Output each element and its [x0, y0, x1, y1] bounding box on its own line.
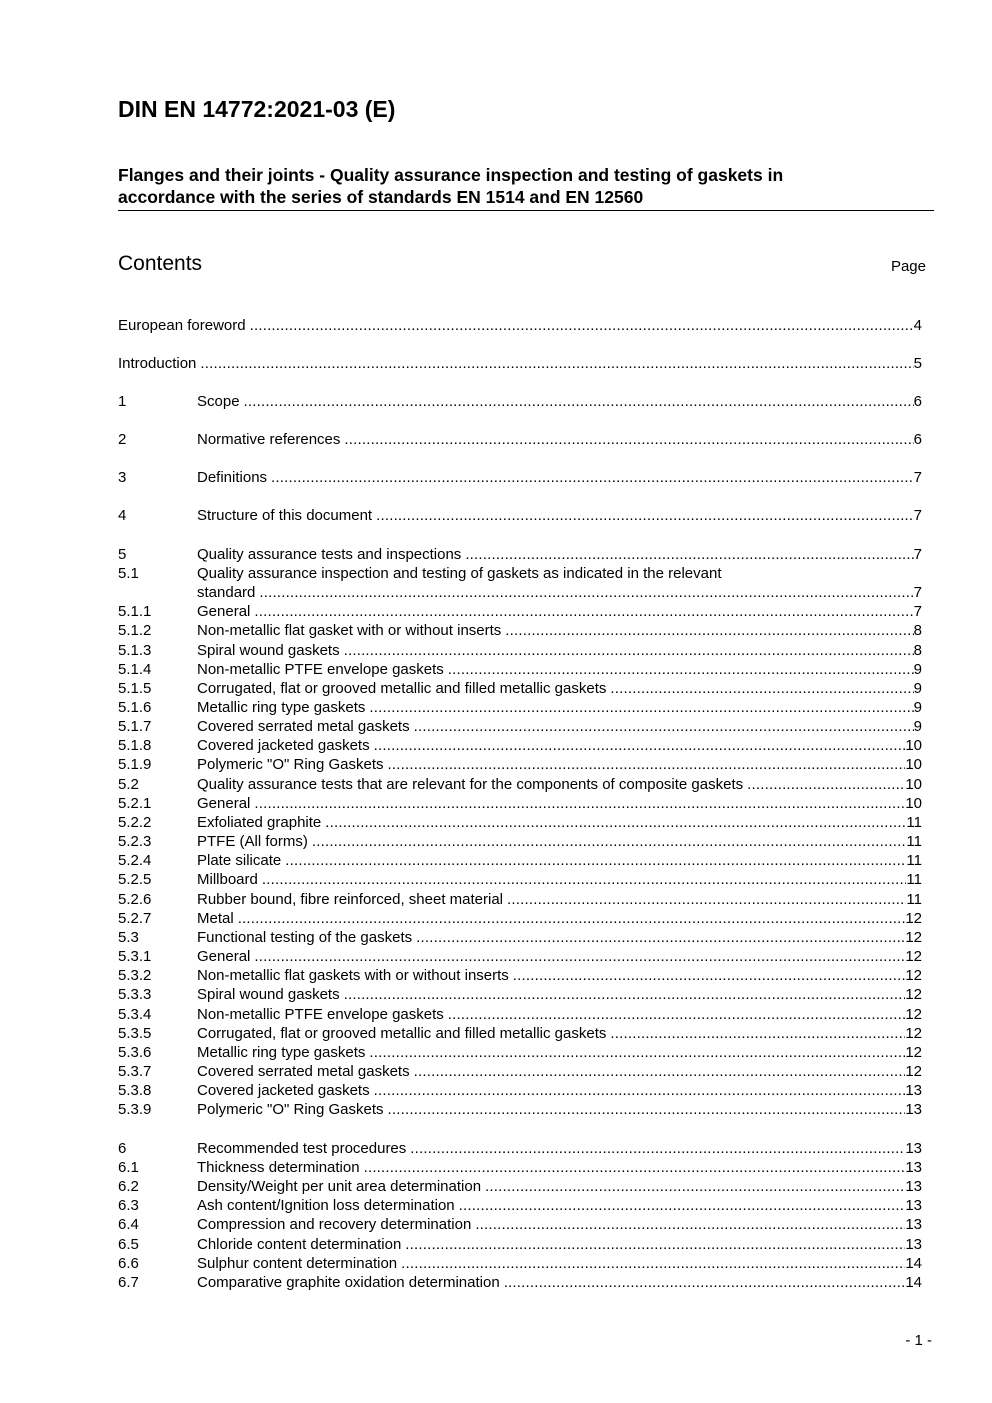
toc-entry-number: 6.3 — [118, 1197, 139, 1214]
toc-entry-number: 5.1.8 — [118, 737, 152, 754]
toc-dot-leader — [414, 1062, 906, 1081]
toc-entry-title: Thickness determination — [197, 1159, 360, 1176]
toc-dot-leader — [448, 1005, 906, 1024]
contents-heading: Contents — [118, 252, 203, 275]
toc-entry-title: Non-metallic flat gasket with or without inserts — [197, 622, 502, 639]
toc-entry-page: 12 — [905, 1063, 922, 1080]
toc-entry-title: Definitions — [197, 469, 268, 486]
toc-entry[interactable] — [118, 1235, 922, 1254]
toc-entry-page: 12 — [905, 948, 922, 965]
toc-entry[interactable] — [118, 813, 922, 832]
toc-dot-leader — [344, 641, 914, 660]
toc-entry-number: 5.2.7 — [118, 910, 152, 927]
page-number: - 1 - — [905, 1332, 932, 1349]
toc-entry-page: 12 — [905, 1025, 922, 1042]
toc-entry-title: Rubber bound, fibre reinforced, sheet material — [197, 891, 504, 908]
toc-entry-number: 5.1.7 — [118, 718, 152, 735]
toc-entry-title: Covered jacketed gaskets — [197, 1082, 370, 1099]
toc-dot-leader — [374, 736, 906, 755]
toc-dot-leader — [262, 870, 907, 889]
toc-dot-leader — [376, 506, 914, 525]
toc-dot-leader — [254, 794, 905, 813]
toc-dot-leader — [250, 316, 914, 335]
toc-entry-number: 5 — [118, 546, 127, 563]
toc-entry[interactable] — [118, 1139, 922, 1158]
toc-entry[interactable] — [118, 928, 922, 947]
toc-entry-page: 10 — [905, 756, 922, 773]
toc-entry-page: 12 — [905, 929, 922, 946]
toc-entry-number: 3 — [118, 469, 127, 486]
toc-entry[interactable] — [118, 392, 922, 411]
toc-dot-leader — [504, 1273, 906, 1292]
toc-entry-number: 5.3.4 — [118, 1006, 152, 1023]
toc-entry[interactable] — [118, 430, 922, 449]
toc-entry[interactable] — [118, 1177, 922, 1196]
toc-entry[interactable] — [118, 1273, 922, 1292]
toc-entry-title: Quality assurance inspection and testing of gaskets as indicated in the relevant — [197, 565, 722, 582]
toc-entry-title: Density/Weight per unit area determination — [197, 1178, 482, 1195]
toc-entry-number: 2 — [118, 431, 127, 448]
toc-dot-leader — [485, 1177, 905, 1196]
toc-entry[interactable] — [118, 660, 922, 679]
toc-entry-title: Corrugated, flat or grooved metallic and filled metallic gaskets — [197, 1025, 607, 1042]
toc-entry-title: Introduction — [118, 355, 197, 372]
toc-entry[interactable] — [118, 909, 922, 928]
toc-dot-leader — [505, 621, 913, 640]
toc-entry-title: General — [197, 603, 251, 620]
toc-dot-leader — [475, 1215, 905, 1234]
toc-entry-title: Recommended test procedures — [197, 1140, 407, 1157]
toc-entry-title: PTFE (All forms) — [197, 833, 308, 850]
toc-entry-number: 5.2.3 — [118, 833, 152, 850]
toc-entry-title: Quality assurance tests and inspections — [197, 546, 462, 563]
toc-entry[interactable] — [118, 1062, 922, 1081]
toc-dot-leader — [312, 832, 907, 851]
toc-entry-page: 14 — [905, 1255, 922, 1272]
toc-entry-number: 6.7 — [118, 1274, 139, 1291]
toc-entry-title: Functional testing of the gaskets — [197, 929, 413, 946]
toc-entry-number: 5.3.5 — [118, 1025, 152, 1042]
toc-entry-title: European foreword — [118, 317, 246, 334]
toc-dot-leader — [610, 1024, 905, 1043]
toc-entry-page: 12 — [905, 986, 922, 1003]
toc-entry-number: 5.1.6 — [118, 699, 152, 716]
toc-entry-page: 8 — [913, 622, 922, 639]
toc-dot-leader — [374, 1081, 906, 1100]
toc-entry-page: 5 — [913, 355, 922, 372]
toc-entry-page: 13 — [905, 1197, 922, 1214]
toc-entry-page: 11 — [906, 871, 922, 888]
toc-entry-number: 5.1.9 — [118, 756, 152, 773]
toc-entry[interactable] — [118, 1043, 922, 1062]
toc-dot-leader — [465, 545, 913, 564]
toc-entry-number: 4 — [118, 507, 127, 524]
toc-entry-number: 5.3.9 — [118, 1101, 152, 1118]
toc-entry[interactable] — [118, 832, 922, 851]
toc-dot-leader — [254, 602, 913, 621]
toc-entry[interactable] — [118, 755, 922, 774]
toc-entry[interactable] — [118, 1196, 922, 1215]
toc-entry-title: Comparative graphite oxidation determination — [197, 1274, 500, 1291]
toc-entry-number: 6.1 — [118, 1159, 139, 1176]
toc-entry[interactable] — [118, 985, 922, 1004]
toc-entry-title: Non-metallic flat gaskets with or without inserts — [197, 967, 509, 984]
toc-entry-number: 1 — [118, 393, 127, 410]
toc-entry-title: Polymeric "O" Ring Gaskets — [197, 756, 384, 773]
title-line-2: accordance with the series of standards EN 1514 and EN 12560 — [118, 187, 644, 207]
toc-dot-leader — [401, 1254, 905, 1273]
toc-entry[interactable] — [118, 1024, 922, 1043]
toc-entry-page: 7 — [913, 469, 922, 486]
toc-entry-number: 6.6 — [118, 1255, 139, 1272]
toc-entry-title: Structure of this document — [197, 507, 373, 524]
toc-entry-title: Exfoliated graphite — [197, 814, 322, 831]
toc-dot-leader — [388, 755, 906, 774]
toc-entry-number: 5.1.3 — [118, 642, 152, 659]
toc-entry-page: 9 — [913, 699, 922, 716]
toc-entry-number: 5.3.1 — [118, 948, 152, 965]
toc-dot-leader — [259, 583, 913, 602]
toc-dot-leader — [747, 775, 905, 794]
toc-entry-title: Covered serrated metal gaskets — [197, 1063, 410, 1080]
toc-entry[interactable] — [118, 679, 922, 698]
toc-entry-title: Metallic ring type gaskets — [197, 1044, 366, 1061]
toc-entry-number: 5.1.1 — [118, 603, 152, 620]
toc-dot-leader — [459, 1196, 906, 1215]
toc-entry-page: 11 — [906, 814, 922, 831]
toc-entry-title: Plate silicate — [197, 852, 282, 869]
toc-entry[interactable] — [118, 717, 922, 736]
toc-entry[interactable] — [118, 1158, 922, 1177]
toc-entry-number: 6.5 — [118, 1236, 139, 1253]
toc-entry-number: 5.1 — [118, 565, 139, 582]
toc-entry-page: 13 — [905, 1159, 922, 1176]
toc-entry-page: 10 — [905, 737, 922, 754]
toc-entry-page: 11 — [906, 833, 922, 850]
toc-dot-leader — [414, 717, 914, 736]
toc-entry-page: 11 — [906, 891, 922, 908]
toc-entry-page: 10 — [905, 795, 922, 812]
toc-entry-title: Polymeric "O" Ring Gaskets — [197, 1101, 384, 1118]
toc-entry-page: 13 — [905, 1101, 922, 1118]
title-rule — [118, 210, 934, 211]
toc-entry-title: Corrugated, flat or grooved metallic and filled metallic gaskets — [197, 680, 607, 697]
toc-entry-page: 9 — [913, 718, 922, 735]
toc-dot-leader — [364, 1158, 906, 1177]
toc-entry[interactable] — [118, 1100, 922, 1119]
toc-entry-number: 6.4 — [118, 1216, 139, 1233]
toc-entry[interactable] — [118, 947, 922, 966]
toc-entry[interactable] — [118, 736, 922, 755]
toc-entry-number: 5.3.6 — [118, 1044, 152, 1061]
toc-entry-number: 5.2.2 — [118, 814, 152, 831]
toc-entry-page: 12 — [905, 967, 922, 984]
toc-dot-leader — [344, 985, 906, 1004]
toc-entry[interactable] — [118, 354, 922, 373]
toc-dot-leader — [285, 851, 906, 870]
toc-entry-title: Covered serrated metal gaskets — [197, 718, 410, 735]
toc-entry-number: 5.1.4 — [118, 661, 152, 678]
toc-dot-leader — [254, 947, 905, 966]
toc-entry-page: 8 — [913, 642, 922, 659]
toc-entry[interactable] — [118, 1215, 922, 1234]
toc-entry-number: 5.3.8 — [118, 1082, 152, 1099]
toc-entry-title: Normative references — [197, 431, 341, 448]
toc-dot-leader — [238, 909, 906, 928]
toc-entry[interactable] — [118, 890, 922, 909]
toc-entry[interactable] — [118, 794, 922, 813]
toc-entry-number: 5.2 — [118, 776, 139, 793]
toc-entry-number: 5.3 — [118, 929, 139, 946]
toc-dot-leader — [513, 966, 906, 985]
toc-entry-title: Metallic ring type gaskets — [197, 699, 366, 716]
toc-entry-page: 14 — [905, 1274, 922, 1291]
toc-dot-leader — [344, 430, 913, 449]
toc-entry-title: Chloride content determination — [197, 1236, 402, 1253]
toc-entry-title: Non-metallic PTFE envelope gaskets — [197, 1006, 444, 1023]
toc-dot-leader — [325, 813, 906, 832]
toc-entry-number: 6 — [118, 1140, 127, 1157]
toc-dot-leader — [410, 1139, 905, 1158]
toc-dot-leader — [507, 890, 906, 909]
toc-entry-number: 5.2.1 — [118, 795, 152, 812]
toc-entry[interactable] — [118, 602, 922, 621]
toc-entry[interactable] — [118, 564, 922, 583]
toc-entry-title: Ash content/Ignition loss determination — [197, 1197, 455, 1214]
toc-entry[interactable] — [118, 621, 922, 640]
toc-dot-leader — [369, 1043, 905, 1062]
toc-entry-number: 5.1.2 — [118, 622, 152, 639]
toc-entry[interactable] — [118, 583, 922, 602]
toc-entry-number: 6.2 — [118, 1178, 139, 1195]
toc-entry-title: standard — [197, 584, 256, 601]
toc-entry[interactable] — [118, 641, 922, 660]
toc-entry[interactable] — [118, 468, 922, 487]
toc-entry-title: Spiral wound gaskets — [197, 642, 340, 659]
document-id: DIN EN 14772:2021-03 (E) — [118, 96, 396, 122]
toc-entry-page: 7 — [913, 584, 922, 601]
toc-dot-leader — [271, 468, 914, 487]
toc-entry-page: 13 — [905, 1178, 922, 1195]
page-column-label: Page — [890, 258, 926, 275]
toc-entry-title: Compression and recovery determination — [197, 1216, 472, 1233]
toc-entry-title: Covered jacketed gaskets — [197, 737, 370, 754]
toc-entry[interactable] — [118, 316, 922, 335]
toc-entry-title: General — [197, 948, 251, 965]
toc-entry[interactable] — [118, 851, 922, 870]
toc-entry-title: Metal — [197, 910, 234, 927]
toc-entry[interactable] — [118, 698, 922, 717]
toc-dot-leader — [416, 928, 905, 947]
toc-entry-title: Spiral wound gaskets — [197, 986, 340, 1003]
toc-entry-page: 6 — [913, 431, 922, 448]
toc-entry-page: 6 — [913, 393, 922, 410]
toc-dot-leader — [448, 660, 914, 679]
toc-dot-leader — [405, 1235, 905, 1254]
toc-entry-page: 4 — [913, 317, 922, 334]
toc-entry[interactable] — [118, 966, 922, 985]
toc-dot-leader — [200, 354, 913, 373]
toc-entry-title: Non-metallic PTFE envelope gaskets — [197, 661, 444, 678]
toc-dot-leader — [610, 679, 913, 698]
toc-dot-leader — [244, 392, 914, 411]
toc-entry[interactable] — [118, 775, 922, 794]
toc-entry-page: 9 — [913, 661, 922, 678]
toc-entry-page: 7 — [913, 603, 922, 620]
toc-entry-page: 12 — [905, 910, 922, 927]
toc-entry-page: 13 — [905, 1236, 922, 1253]
toc-entry-page: 10 — [905, 776, 922, 793]
toc-dot-leader — [388, 1100, 906, 1119]
toc-entry-number: 5.3.7 — [118, 1063, 152, 1080]
toc-entry-number: 5.3.2 — [118, 967, 152, 984]
toc-entry-title: Scope — [197, 393, 240, 410]
toc-entry-title: Sulphur content determination — [197, 1255, 398, 1272]
toc-entry-title: Quality assurance tests that are relevant for the components of composite gaskets — [197, 776, 744, 793]
toc-entry-number: 5.2.5 — [118, 871, 152, 888]
toc-entry-page: 13 — [905, 1082, 922, 1099]
toc-entry[interactable] — [118, 1005, 922, 1024]
toc-dot-leader — [369, 698, 913, 717]
toc-entry-page: 7 — [913, 546, 922, 563]
toc-entry-page: 13 — [905, 1140, 922, 1157]
toc-entry-title: Millboard — [197, 871, 258, 888]
document-title — [118, 164, 918, 208]
toc-entry[interactable] — [118, 1254, 922, 1273]
toc-entry-page: 13 — [905, 1216, 922, 1233]
toc-entry-page: 9 — [913, 680, 922, 697]
toc-entry-page: 7 — [913, 507, 922, 524]
toc-entry-page: 12 — [905, 1006, 922, 1023]
toc-entry[interactable] — [118, 545, 922, 564]
toc-entry-page: 12 — [905, 1044, 922, 1061]
toc-entry-title: General — [197, 795, 251, 812]
toc-entry-number: 5.2.6 — [118, 891, 152, 908]
toc-entry-number: 5.3.3 — [118, 986, 152, 1003]
toc-entry-number: 5.2.4 — [118, 852, 152, 869]
toc-entry[interactable] — [118, 506, 922, 525]
toc-entry-page: 11 — [906, 852, 922, 869]
toc-entry-number: 5.1.5 — [118, 680, 152, 697]
toc-entry[interactable] — [118, 870, 922, 889]
title-line-1: Flanges and their joints - Quality assurance inspection and testing of gaskets in — [118, 165, 784, 185]
toc-entry[interactable] — [118, 1081, 922, 1100]
